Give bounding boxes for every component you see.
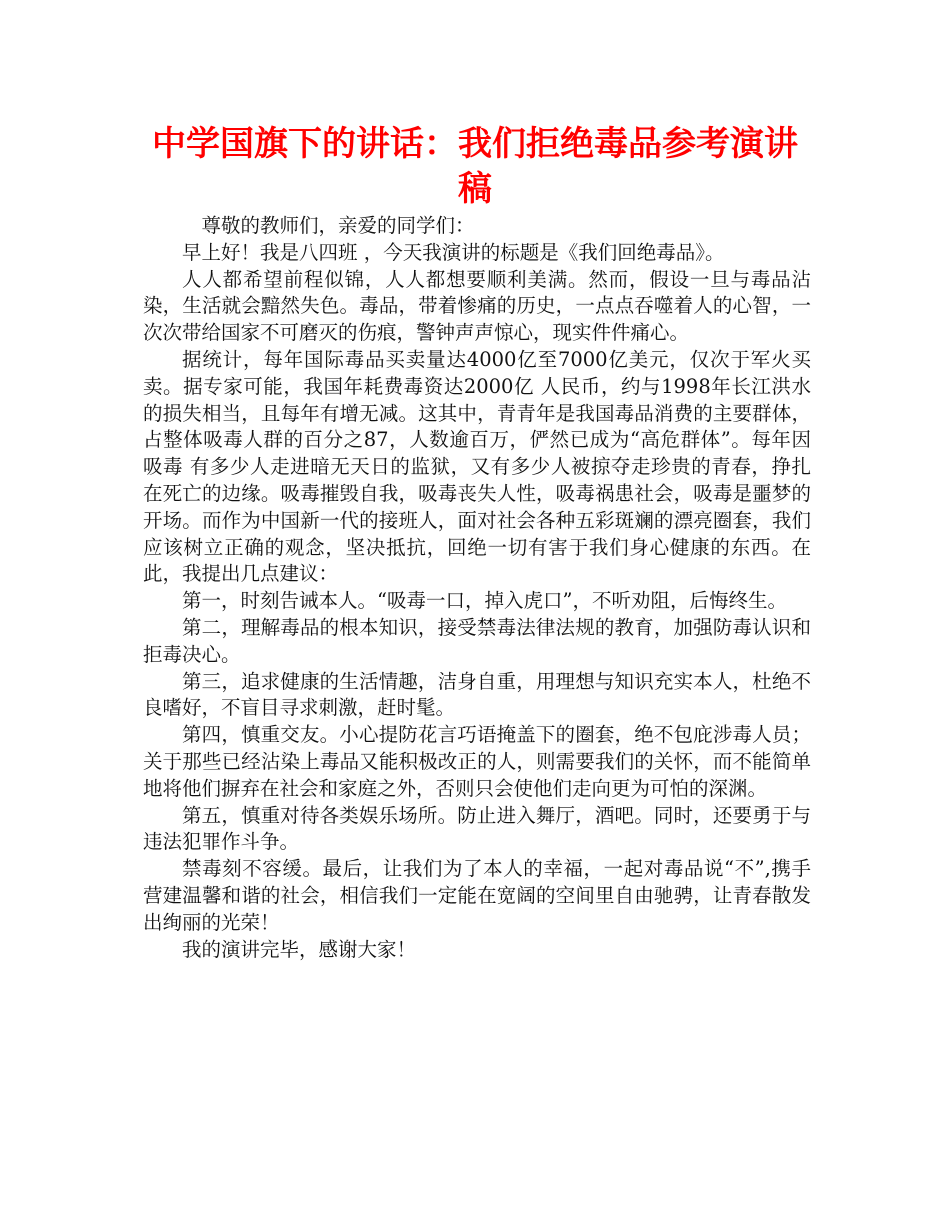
salutation-paragraph: 尊敬的教师们，亲爱的同学们： (201, 214, 475, 237)
closing-paragraph: 我的演讲完毕，感谢大家！ (182, 937, 417, 961)
greeting-paragraph: 早上好！我是八四班 ，今天我演讲的标题是《我们回绝毒品》。 (182, 240, 725, 264)
suggestion-paragraph: 第四，慎重交友。小心提防花言巧语掩盖下的圈套，绝不包庇涉毒人员；关于那些已经沾染上毒品又能积极改正的人，则需要我们的关怀，而不能简单地将他们摒弃在社会和家庭之外，否则只会使他们走向更为可怕的深渊。 (143, 723, 811, 800)
body-paragraph: 人人都希望前程似锦，人人都想要顺利美满。然而，假设一旦与毒品沾染，生活就会黯然失色。毒品，带着惨痛的历史，一点点吞噬着人的心智，一次次带给国家不可磨灭的伤痕，警钟声声惊心，现实件件痛心。 (143, 267, 811, 345)
suggestion-paragraph: 第一，时刻告诫本人。“吸毒一口，掉入虎口”，不听劝阻，后悔终生。 (182, 589, 787, 613)
document-body (143, 213, 811, 963)
suggestion-paragraph: 第三，追求健康的生活情趣，洁身自重，用理想与知识充实本人，杜绝不良嗜好，不盲目寻求刺激，赶时髦。 (143, 669, 811, 720)
closing-paragraph: 禁毒刻不容缓。最后，让我们为了本人的幸福，一起对毒品说“不”,携手营建温馨和谐的社会，相信我们一定能在宽阔的空间里自由驰骋，让青春散发出绚丽的光荣！ (143, 857, 811, 934)
suggestion-paragraph: 第二，理解毒品的根本知识，接受禁毒法律法规的教育，加强防毒认识和拒毒决心。 (143, 615, 811, 666)
body-paragraph: 据统计，每年国际毒品买卖量达4000亿至7000亿美元，仅次于军火买卖。据专家可能，我国年耗费毒资达2000亿 人民币，约与1998年长江洪水的损失相当，且每年有增无减。这其中，青青年是我国毒品消费的主要群体，占整体吸毒人群的百分之87，人数逾百万，俨然已成为“高危群体”。每年因吸毒 有多少人走进暗无天日的监狱，又有多少人被掠夺走珍贵的青春，挣扎在死亡的边缘。吸毒摧毁自我，吸毒丧失人性，吸毒祸患社会，吸毒是噩梦的开场。而作为中国新一代的接班人，面对社会各种五彩斑斓的漂亮圈套，我们应该树立正确的观念，坚决抵抗，回绝一切有害于我们身心健康的东西。在此，我提出几点建议： (143, 347, 811, 586)
document-title: 中学国旗下的讲话：我们拒绝毒品参考演讲稿 (152, 124, 798, 209)
suggestion-paragraph: 第五，慎重对待各类娱乐场所。防止进入舞厅，酒吧。同时，还要勇于与违法犯罪作斗争。 (143, 803, 811, 854)
